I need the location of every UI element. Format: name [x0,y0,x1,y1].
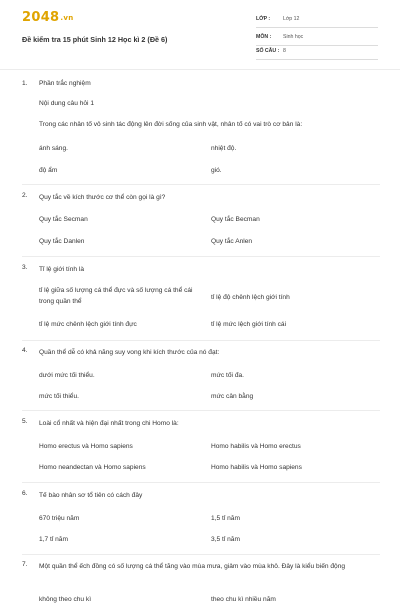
question-text: Tế bào nhân sơ tổ tiên có cách đây [39,492,143,499]
question-divider [22,482,380,483]
info-value: Lớp 12 [283,16,300,22]
answer-option[interactable]: Quy tắc Danlen [39,238,85,245]
question-divider [22,256,380,257]
answer-option[interactable]: Quy tắc Secman [39,216,88,223]
answer-option[interactable]: mức tối thiểu. [39,393,79,400]
answer-option[interactable]: mức tối đa. [211,372,244,379]
question-divider [22,184,380,185]
answer-option[interactable]: 1,5 tỉ năm [211,515,240,522]
answer-option[interactable]: ánh sáng. [39,145,68,152]
question-divider [22,410,380,411]
answer-option[interactable]: tỉ lệ mức lệch giới tính cái [211,321,287,328]
answer-option[interactable]: 1,7 tỉ năm [39,536,68,543]
question-text: Tỉ lệ giới tính là [39,266,85,273]
info-subject-row [256,31,378,46]
answer-option[interactable]: Homo erectus và Homo sapiens [39,443,133,450]
info-label: LỚP : [256,16,271,22]
answer-option[interactable]: 670 triệu năm [39,515,80,522]
answer-option[interactable]: Homo habilis và Homo sapiens [211,464,302,471]
header [0,0,400,70]
question-divider [22,340,380,341]
question-text: Trong các nhân tố vô sinh tác động lên đời sống của sinh vật, nhân tố có vai trò cơ bản là: [39,121,303,128]
logo-text: 2048 [22,10,60,25]
answer-option[interactable]: mức cân bằng [211,393,254,400]
question-text: Quần thể dễ có khả năng suy vong khi kích thước của nó đạt: [39,349,220,356]
question-number: 6. [22,490,28,497]
question-text: Quy tắc về kích thước cơ thể còn gọi là gì? [39,194,166,201]
question-number: 4. [22,347,28,354]
answer-option[interactable]: theo chu kì nhiều năm [211,596,276,603]
info-value: Sinh học [283,34,304,40]
answer-option[interactable]: không theo chu kì [39,596,92,603]
answer-option[interactable]: 3,5 tỉ năm [211,536,240,543]
section-heading: Phần trắc nghiệm [39,80,91,87]
answer-option[interactable]: Homo habilis và Homo erectus [211,443,301,450]
info-class-row [256,13,378,28]
question-intro: Nội dung câu hỏi 1 [39,100,94,107]
answer-option[interactable]: Homo neandectan và Homo sapiens [39,464,146,471]
info-label: MÔN : [256,34,272,40]
question-text: Loài cổ nhất và hiện đại nhất trong chi Homo là: [39,420,179,427]
header-divider [0,69,400,70]
question-number: 3. [22,264,28,271]
answer-option[interactable]: Quy tắc Becman [211,216,260,223]
answer-option[interactable]: tỉ lệ mức chênh lệch giới tính đực [39,321,137,328]
question-number: 1. [22,80,28,87]
info-count-row [256,45,378,60]
answer-option[interactable]: tỉ lệ độ chênh lệch giới tính [211,294,290,301]
logo-suffix: .vn [60,14,74,22]
answer-option[interactable]: dưới mức tối thiểu. [39,372,95,379]
info-value: 8 [283,48,286,54]
question-number: 5. [22,418,28,425]
answer-option[interactable]: nhiệt độ. [211,145,237,152]
info-label: SỐ CÂU : [256,48,280,54]
answer-option[interactable]: Quy tắc Anlen [211,238,253,245]
question-text: Một quần thể ếch đồng có số lượng cá thể tăng vào mùa mưa, giảm vào mùa khô. Đây là kiểu biến động [39,563,346,570]
answer-option[interactable]: gió. [211,167,222,174]
question-number: 7. [22,561,28,568]
answer-option[interactable]: độ ẩm [39,167,58,174]
site-logo[interactable] [22,10,74,25]
question-number: 2. [22,192,28,199]
question-divider [22,554,380,555]
answer-option[interactable]: tỉ lệ giữa số lượng cá thể đực và số lượng cá thể cái trong quần thể [39,287,193,305]
page-title: Đề kiểm tra 15 phút Sinh 12 Học kì 2 (Đề 6) [22,35,168,44]
